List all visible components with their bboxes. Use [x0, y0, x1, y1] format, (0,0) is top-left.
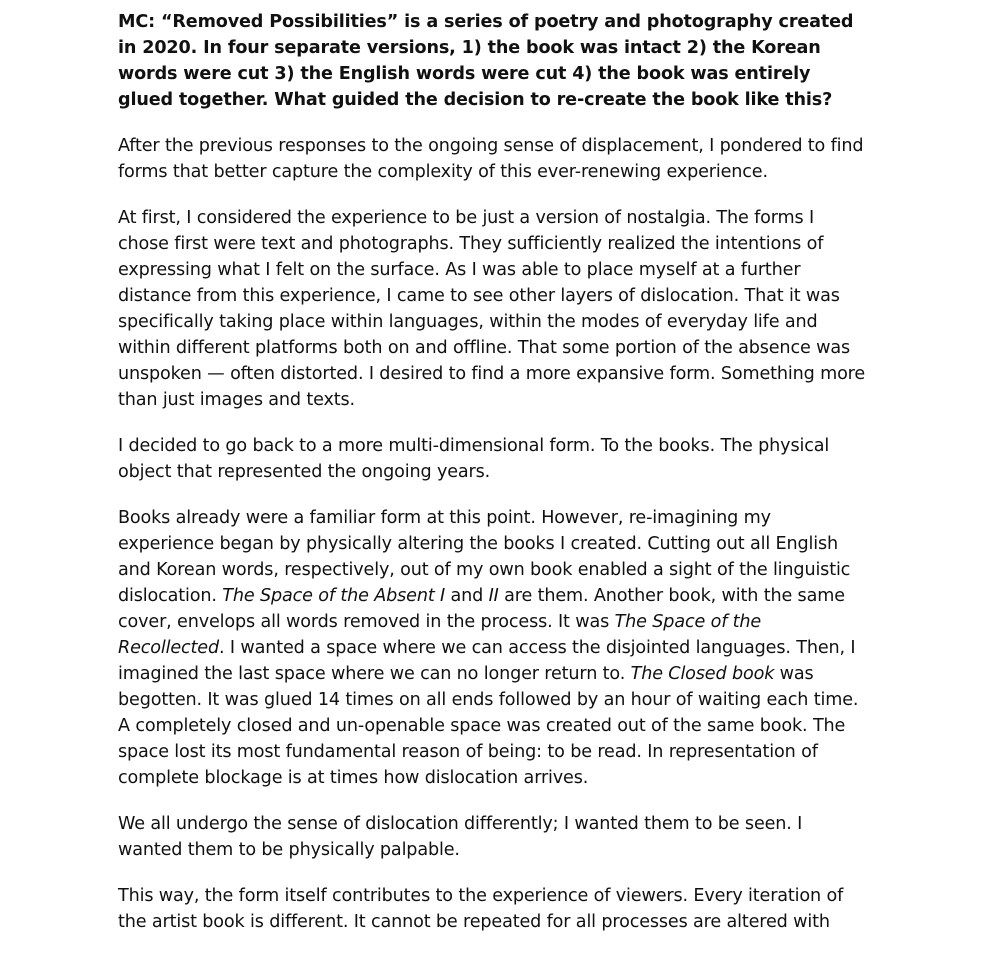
answer-paragraph-2: At first, I considered the experience to be just a version of nostalgia. The forms I chose first were text and photographs. They sufficiently realized the intentions of expressing what I felt on the surface. As I was able to place myself at a further distance from this experience, I came to see other layers of dislocation. That it was specifically taking place within languages, within the modes of everyday life and within different platforms both on and offline. That some portion of the absence was unspoken — often distorted. I desired to find a more expansive form. Something more than just images and texts. [118, 208, 866, 410]
p4-text-1: Books already were a familiar form at this point. However, re-imagining my experience began by physically altering the books I created. Cutting out all English and Korean words, respectively, out of my own book enabled a sight of the linguistic dislocation. [118, 508, 851, 606]
interview-question: MC: “Removed Possibilities” is a series of poetry and photography created in 2020. In four separate versions, 1) the book was intact 2) the Korean words were cut 3) the English words were cut 4) the book was entirely glued together. What guided the decision to re-create the book like this? [118, 12, 854, 110]
article-body [118, 9, 870, 955]
p4-text-3: are them. Another book, with the same cover, envelops all words removed in the process. It was [118, 586, 845, 632]
answer-paragraph-6: This way, the form itself contributes to the experience of viewers. Every iteration of the artist book is different. It cannot be repeated for all processes are altered with [118, 886, 844, 932]
book-title-recollected: The Space of the Recollected [118, 612, 762, 658]
p4-text-2: and [445, 586, 489, 606]
answer-paragraph-3: I decided to go back to a more multi-dimensional form. To the books. The physical object that represented the ongoing years. [118, 436, 830, 482]
answer-paragraph-1: After the previous responses to the ongoing sense of displacement, I pondered to find forms that better capture the complexity of this ever-renewing experience. [118, 136, 864, 182]
p4-text-5: was begotten. It was glued 14 times on all ends followed by an hour of waiting each time. A completely closed and un-openable space was created out of the same book. The space lost its most fundamental reason of being: to be read. In representation of complete blockage is at times how dislocation arrives. [118, 664, 859, 788]
book-title-absent: The Space of the Absent I [222, 586, 446, 606]
book-title-absent-ii: II [488, 586, 499, 606]
p4-text-4: . I wanted a space where we can access the disjointed languages. Then, I imagined the last space where we can no longer return to. [118, 638, 856, 684]
answer-paragraph-5: We all undergo the sense of dislocation differently; I wanted them to be seen. I wanted them to be physically palpable. [118, 814, 803, 860]
answer-paragraph-4 [118, 505, 870, 791]
book-title-closed: The Closed book [630, 664, 775, 684]
